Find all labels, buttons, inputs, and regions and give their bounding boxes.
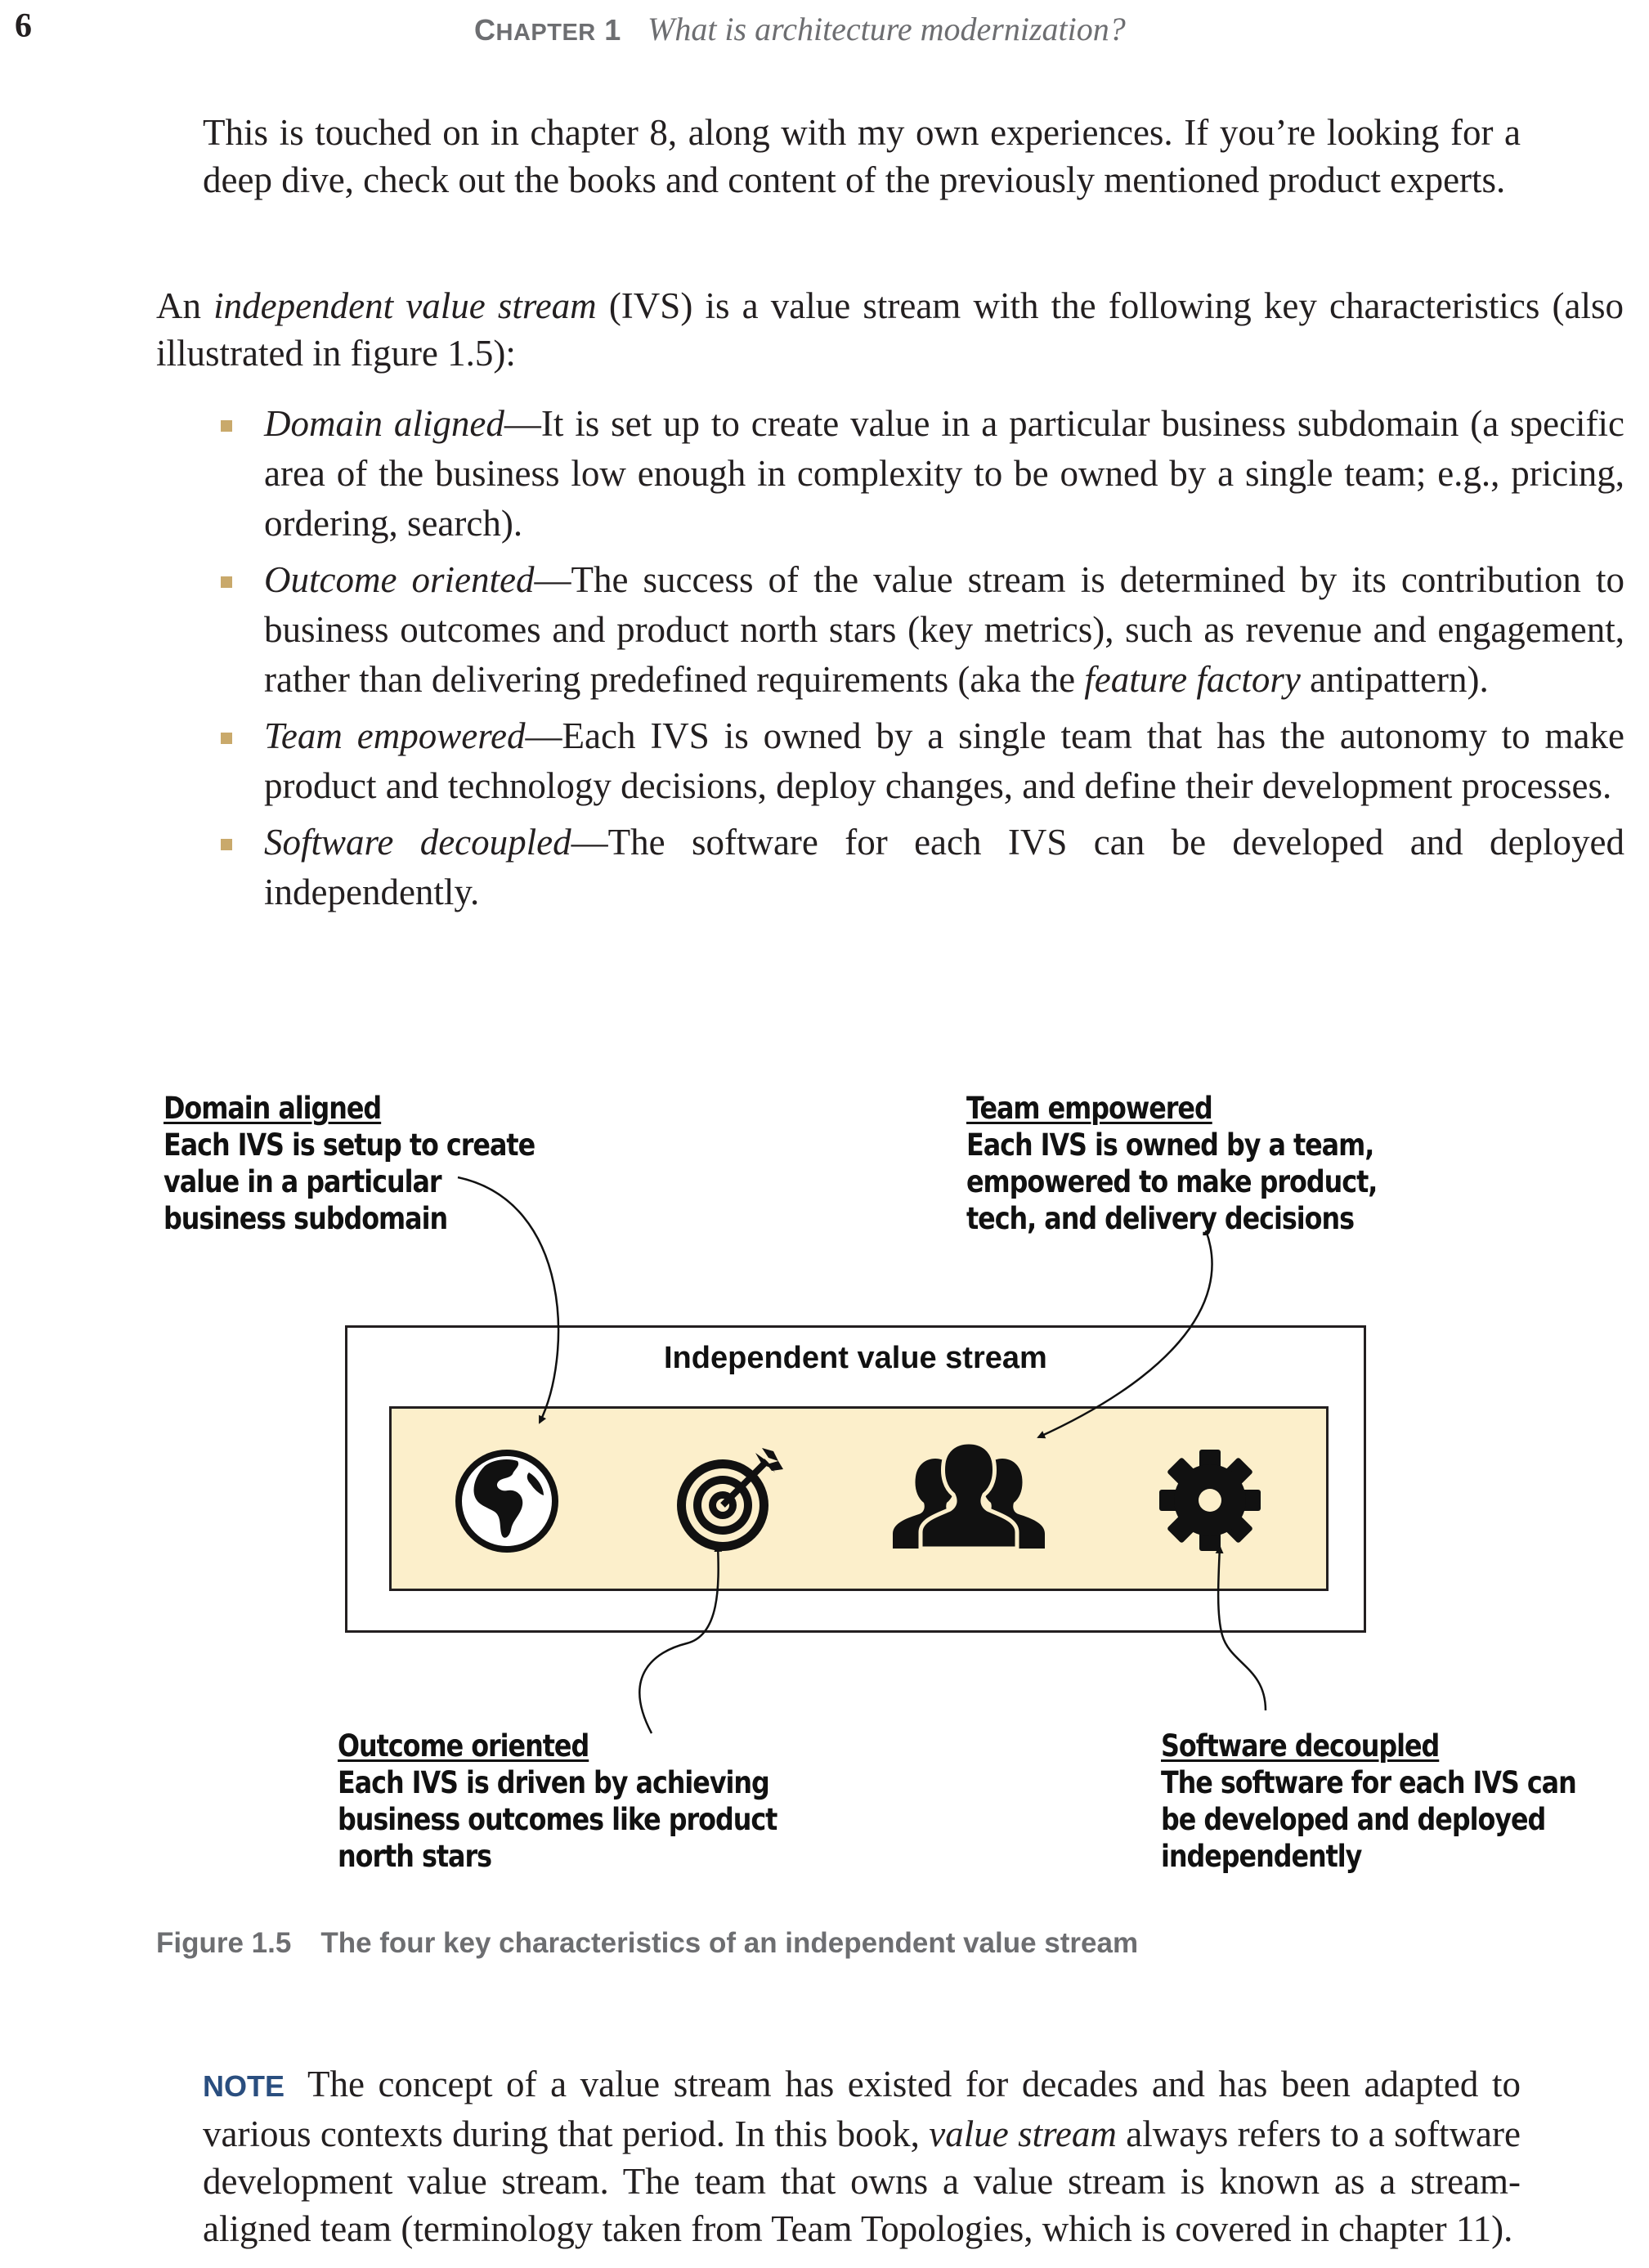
list-item: Software decoupled—The software for each IVS can be developed and deployed independently. (217, 818, 1624, 917)
callout-software-decoupled: Software decoupled The software for each IVS can be developed and deployed independently (1161, 1728, 1576, 1874)
callout-domain-aligned: Domain aligned Each IVS is setup to create value in a particular business subdomain (164, 1091, 535, 1236)
note-label: NOTE (203, 2069, 285, 2103)
chapter-title: What is architecture modernization? (648, 11, 1126, 47)
gear-icon (1157, 1447, 1263, 1553)
intro-paragraph: This is touched on in chapter 8, along with my own experiences. If you’re looking for a deep dive, check out the books and content of the previously mentioned product experts. (203, 112, 1521, 200)
list-item: Team empowered—Each IVS is owned by a single team that has the autonomy to make product and technology decisions, deploy changes, and define their development processes. (217, 711, 1624, 811)
note-paragraph: NOTE The concept of a value stream has existed for decades and has been adapted to various contexts during that period. In this book, value stream always refers to a software development value stream. The team that owns a value stream is known as a stream-aligned team (terminology taken from Team Topologies, which is covered in chapter 11). (203, 2064, 1521, 2249)
page-header (0, 7, 1649, 56)
callout-team-empowered: Team empowered Each IVS is owned by a team, empowered to make product, tech, and delivery decisions (966, 1091, 1378, 1236)
figure-caption-text: The four key characteristics of an independent value stream (320, 1927, 1139, 1959)
bullet-square-icon (221, 733, 232, 744)
ivs-box-title: Independent value stream (664, 1341, 1047, 1375)
globe-icon (454, 1448, 560, 1554)
ivs-term: independent value stream (213, 285, 597, 326)
target-icon (670, 1443, 785, 1558)
team-icon (891, 1439, 1046, 1553)
figure-caption (156, 1927, 1138, 1960)
callout-outcome-oriented: Outcome oriented Each IVS is driven by achieving business outcomes like product north stars (338, 1728, 777, 1874)
chapter-label: CHAPTER 1 (474, 13, 621, 47)
bullet-square-icon (221, 839, 232, 850)
figure-label: Figure 1.5 (156, 1927, 292, 1959)
page-number: 6 (15, 7, 32, 45)
bullet-square-icon (221, 576, 232, 588)
ivs-paragraph: An independent value stream (IVS) is a value stream with the following key characteristics (also illustrated in figure 1.5): (156, 285, 1624, 374)
list-item: Domain aligned—It is set up to create value in a particular business subdomain (a specific area of the business low enough in complexity to be owned by a single team; e.g., pricing, ordering, search). (217, 399, 1624, 549)
list-item: Outcome oriented—The success of the value stream is determined by its contribution to business outcomes and product north stars (key metrics), such as revenue and engagement, rather than delivering predefined requirements (aka the feature factory antipattern). (217, 555, 1624, 705)
bullet-square-icon (221, 420, 232, 432)
characteristics-list (217, 399, 1624, 924)
